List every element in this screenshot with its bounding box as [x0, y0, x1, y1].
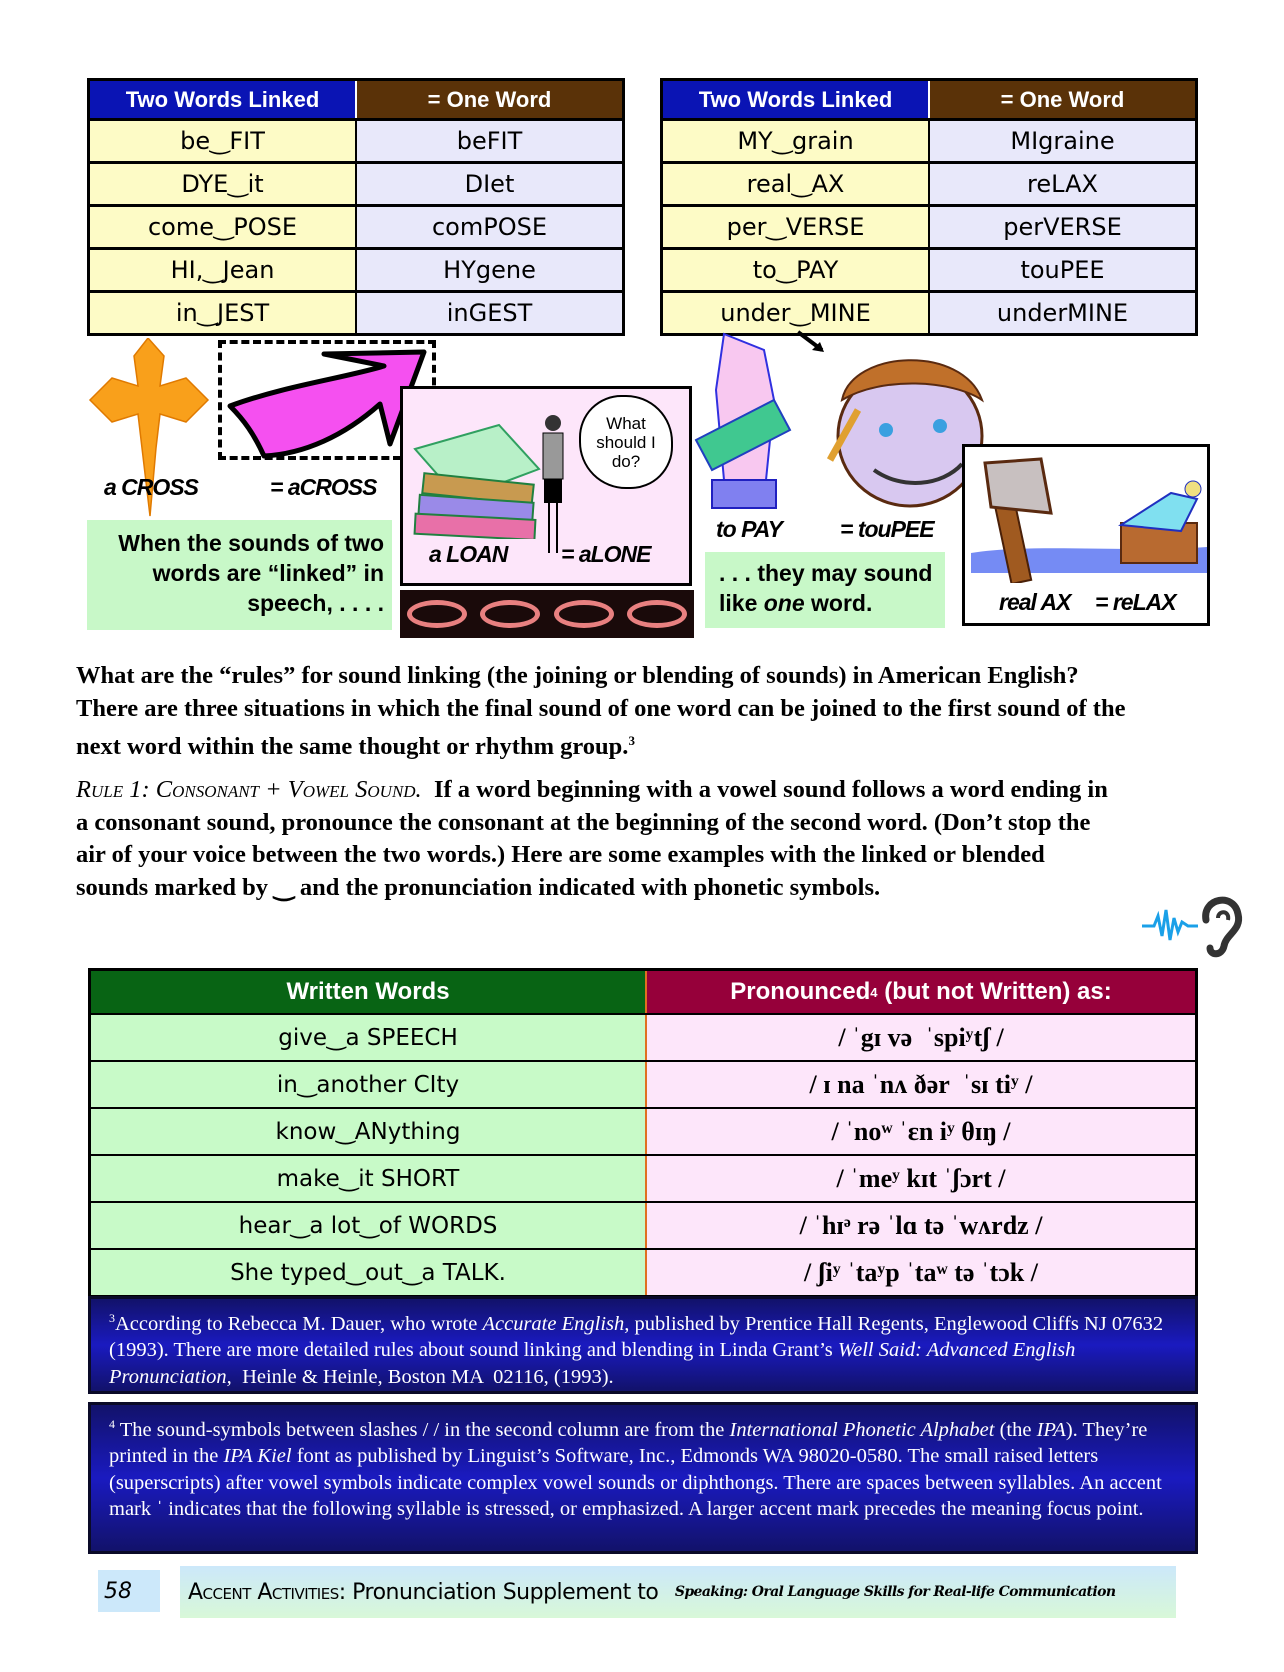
table-row — [90, 204, 622, 247]
table-row — [663, 118, 1195, 161]
table-row — [91, 1107, 1195, 1154]
table-row — [91, 1060, 1195, 1107]
table-row — [663, 161, 1195, 204]
ipa-cell: / ˈnoʷ ˈɛn iʸ θɪŋ / — [645, 1109, 1195, 1154]
written-cell: hear‿a lot‿of WORDS — [91, 1203, 645, 1248]
footer-subtitle: Pronunciation Supplement to — [345, 1579, 665, 1605]
table-row — [90, 290, 622, 333]
ear-with-sound-wave-icon[interactable] — [1140, 890, 1250, 960]
linked-words-table-left — [87, 78, 625, 336]
table-header — [663, 81, 1195, 118]
header-two-words: Two Words Linked — [663, 81, 928, 118]
written-cell: know‿ANything — [91, 1109, 645, 1154]
caption-left: When the sounds of two words are “linked” in speech, . . . . — [87, 520, 392, 630]
one-word-cell: reLAX — [928, 164, 1195, 204]
one-word-cell: underMINE — [928, 293, 1195, 333]
header-written-words: Written Words — [91, 971, 645, 1013]
ax-label: real AX — [999, 589, 1071, 615]
table-row — [91, 1013, 1195, 1060]
table-row — [90, 161, 622, 204]
cross-label: a CROSS — [104, 474, 198, 500]
two-words-cell: MY‿grain — [663, 121, 928, 161]
two-words-cell: come‿POSE — [90, 207, 355, 247]
intro-paragraph: What are the “rules” for sound linking (the joining or blending of sounds) in American English? There are three situations in which the final sound of one word can be joined to the first sound of the next word within the same thought or rhythm group.$^3$ — [76, 662, 1126, 761]
two-words-cell: DYE‿it — [90, 164, 355, 204]
loan-label: a LOAN — [429, 541, 508, 567]
cross-result: = aCROSS — [270, 474, 377, 500]
one-word-cell: MIgraine — [928, 121, 1195, 161]
ipa-cell: / ʃiʸ ˈtaʸp ˈtaʷ tə ˈtɔk / — [645, 1250, 1195, 1295]
header-one-word: = One Word — [928, 81, 1195, 118]
table-row — [663, 247, 1195, 290]
thought-bubble: What should I do? — [579, 395, 673, 489]
written-cell: give‿a SPEECH — [91, 1015, 645, 1060]
table-header — [90, 81, 622, 118]
one-word-cell: beFIT — [355, 121, 622, 161]
two-words-cell: real‿AX — [663, 164, 928, 204]
ipa-cell: / ˈhɪᵊ rə ˈlɑ tə ˈwʌrdz / — [645, 1203, 1195, 1248]
hand-with-money-icon — [694, 330, 794, 510]
loan-illustration — [400, 386, 692, 586]
one-word-cell: touPEE — [928, 250, 1195, 290]
header-two-words: Two Words Linked — [90, 81, 355, 118]
header-one-word: = One Word — [355, 81, 622, 118]
two-words-cell: under‿MINE — [663, 293, 928, 333]
two-words-cell: in‿JEST — [90, 293, 355, 333]
pay-result: = touPEE — [840, 516, 934, 542]
footnote-number: 4 — [109, 1417, 115, 1431]
footnote-ref-3[interactable]: 3 — [628, 733, 635, 748]
caption-right: . . . they may sound like one word. — [705, 552, 945, 628]
table-row — [663, 290, 1195, 333]
rule1-title: Rule 1: Consonant + Vowel Sound. — [76, 776, 422, 803]
book-title: Speaking: Oral Language Skills for Real-life Communication — [674, 1584, 1116, 1600]
ipa-cell: / ɪ na ˈnʌ ðər ˈsɪ tiʸ / — [645, 1062, 1195, 1107]
two-words-cell: HI,‿Jean — [90, 250, 355, 290]
ax-and-relaxing-man-icon — [971, 453, 1207, 583]
series-title: Accent Activities: — [188, 1579, 346, 1605]
one-word-cell: inGEST — [355, 293, 622, 333]
page-number: 58 — [98, 1570, 160, 1612]
pay-label: to PAY — [716, 516, 782, 542]
one-word-cell: comPOSE — [355, 207, 622, 247]
written-cell: She typed‿out‿a TALK. — [91, 1250, 645, 1295]
table-row — [91, 1201, 1195, 1248]
one-word-cell: HYgene — [355, 250, 622, 290]
relax-illustration — [962, 444, 1210, 626]
table-row — [91, 1248, 1195, 1295]
linked-words-table-right — [660, 78, 1198, 336]
footnote-4: $^4$ The sound-symbols between slashes / / in the second column are from the International Phonetic Alphabet (the IPA). They’re printed in the IPA Kiel font as published by Linguist’s Software, Inc., Edmonds WA 98020-0580. The small raised letters (superscripts) after vowel symbols indicate complex vowel sounds or diphthongs. There are spaces between syllables. An accent mark ˈ indicates that the following syllable is stressed, or emphasized. A larger accent mark precedes the meaning focus point. — [88, 1402, 1198, 1554]
running-footer — [180, 1566, 1176, 1618]
rule1-paragraph: Rule 1: Consonant + Vowel Sound. If a word beginning with a vowel sound follows a word ending in a consonant sound, pronounce the consonant at the beginning of the second word. (Don’t stop the air of your voice between the two words.) Here are some examples with the linked or blended sounds marked by ‿ and the pronunciation indicated with phonetic symbols. — [76, 776, 1108, 901]
chain-links-icon — [400, 590, 694, 638]
table-header — [91, 971, 1195, 1013]
footnote-number: 3 — [109, 1311, 115, 1325]
written-cell: in‿another CIty — [91, 1062, 645, 1107]
ipa-cell: / ˈgɪ və ˈspiʸtʃ / — [645, 1015, 1195, 1060]
one-word-cell: perVERSE — [928, 207, 1195, 247]
ax-result: = reLAX — [1095, 589, 1176, 615]
table-row — [90, 247, 622, 290]
one-word-cell: DIet — [355, 164, 622, 204]
two-words-cell: per‿VERSE — [663, 207, 928, 247]
table-row — [91, 1154, 1195, 1201]
footnote-ref-4[interactable]: 4 — [870, 984, 878, 1000]
ipa-cell: / ˈmeʸ kɪt ˈʃɔrt / — [645, 1156, 1195, 1201]
written-cell: make‿it SHORT — [91, 1156, 645, 1201]
pronunciation-table — [88, 968, 1198, 1298]
table-row — [90, 118, 622, 161]
table-row — [663, 204, 1195, 247]
footnote-3: $^3$According to Rebecca M. Dauer, who wrote Accurate English, published by Prentice Hall Regents, Englewood Cliffs NJ 07632 (1993). There are more detailed rules about sound linking and blending in Linda Grant’s Well Said: Advanced English Pronunciation, Heinle & Heinle, Boston MA 02116, (1993). — [88, 1296, 1198, 1394]
header-pronounced: Pronounced 4 (but not Written) as: — [645, 971, 1195, 1013]
loan-result: = aLONE — [561, 541, 651, 567]
two-words-cell: to‿PAY — [663, 250, 928, 290]
two-words-cell: be‿FIT — [90, 121, 355, 161]
